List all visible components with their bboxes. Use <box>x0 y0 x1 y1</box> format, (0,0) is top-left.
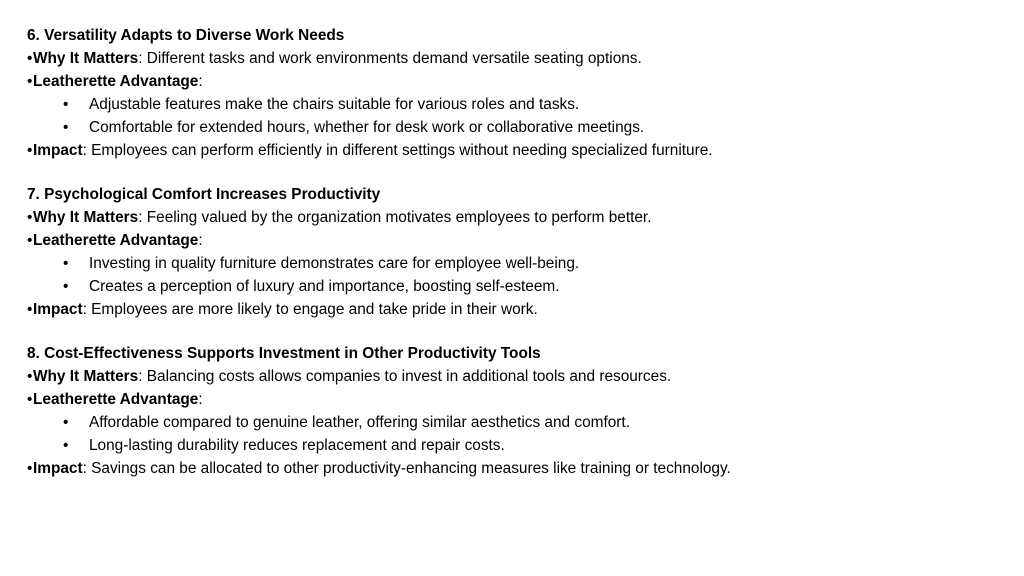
advantage-label: Leatherette Advantage <box>33 73 199 90</box>
advantage-point <box>27 93 1007 116</box>
section-heading: 8. Cost-Effectiveness Supports Investment in Other Productivity Tools <box>27 345 541 362</box>
bullet-icon: • <box>63 437 69 454</box>
impact-label: Impact <box>33 301 83 318</box>
advantage-suffix: : <box>198 232 203 249</box>
bullet-icon: • <box>63 255 69 272</box>
advantage-point-text: Long-lasting durability reduces replacement and repair costs. <box>89 437 505 454</box>
advantage-point <box>27 434 1007 457</box>
section-versatility <box>27 24 1007 162</box>
bullet-icon: • <box>27 460 33 477</box>
advantage-point-text: Comfortable for extended hours, whether for desk work or collaborative meetings. <box>89 119 645 136</box>
advantage-point-text: Affordable compared to genuine leather, offering similar aesthetics and comfort. <box>89 414 630 431</box>
section-cost-effectiveness <box>27 342 1007 480</box>
advantage-label: Leatherette Advantage <box>33 232 199 249</box>
bullet-icon: • <box>27 368 33 385</box>
why-it-matters-item <box>27 365 1007 388</box>
bullet-icon: • <box>27 391 33 408</box>
advantage-item <box>27 229 1007 252</box>
why-it-matters-item <box>27 206 1007 229</box>
impact-text: : Employees can perform efficiently in different settings without needing specialized furniture. <box>82 142 713 159</box>
advantage-point <box>27 275 1007 298</box>
section-heading: 7. Psychological Comfort Increases Productivity <box>27 186 381 203</box>
bullet-icon: • <box>27 232 33 249</box>
bullet-icon: • <box>63 96 69 113</box>
advantage-item <box>27 388 1007 411</box>
section-heading: 6. Versatility Adapts to Diverse Work Needs <box>27 27 345 44</box>
advantage-point-text: Adjustable features make the chairs suitable for various roles and tasks. <box>89 96 580 113</box>
impact-text: : Employees are more likely to engage and take pride in their work. <box>82 301 538 318</box>
advantage-point <box>27 411 1007 434</box>
section-psychological-comfort <box>27 183 1007 321</box>
impact-label: Impact <box>33 142 83 159</box>
why-it-matters-item <box>27 47 1007 70</box>
bullet-icon: • <box>27 142 33 159</box>
impact-text: : Savings can be allocated to other productivity-enhancing measures like training or technology. <box>82 460 731 477</box>
advantage-point <box>27 252 1007 275</box>
slide-content <box>27 24 1007 501</box>
bullet-icon: • <box>27 73 33 90</box>
bullet-icon: • <box>27 209 33 226</box>
advantage-suffix: : <box>198 391 203 408</box>
advantage-item <box>27 70 1007 93</box>
bullet-icon: • <box>27 50 33 67</box>
why-text: : Balancing costs allows companies to invest in additional tools and resources. <box>138 368 672 385</box>
impact-item <box>27 139 1007 162</box>
bullet-icon: • <box>63 119 69 136</box>
advantage-label: Leatherette Advantage <box>33 391 199 408</box>
bullet-icon: • <box>27 301 33 318</box>
advantage-point <box>27 116 1007 139</box>
why-label: Why It Matters <box>33 50 139 67</box>
why-label: Why It Matters <box>33 368 139 385</box>
impact-label: Impact <box>33 460 83 477</box>
impact-item <box>27 457 1007 480</box>
why-text: : Feeling valued by the organization motivates employees to perform better. <box>138 209 652 226</box>
advantage-suffix: : <box>198 73 203 90</box>
bullet-icon: • <box>63 414 69 431</box>
why-text: : Different tasks and work environments demand versatile seating options. <box>138 50 642 67</box>
impact-item <box>27 298 1007 321</box>
advantage-point-text: Investing in quality furniture demonstrates care for employee well-being. <box>89 255 580 272</box>
why-label: Why It Matters <box>33 209 139 226</box>
advantage-point-text: Creates a perception of luxury and importance, boosting self-esteem. <box>89 278 560 295</box>
bullet-icon: • <box>63 278 69 295</box>
